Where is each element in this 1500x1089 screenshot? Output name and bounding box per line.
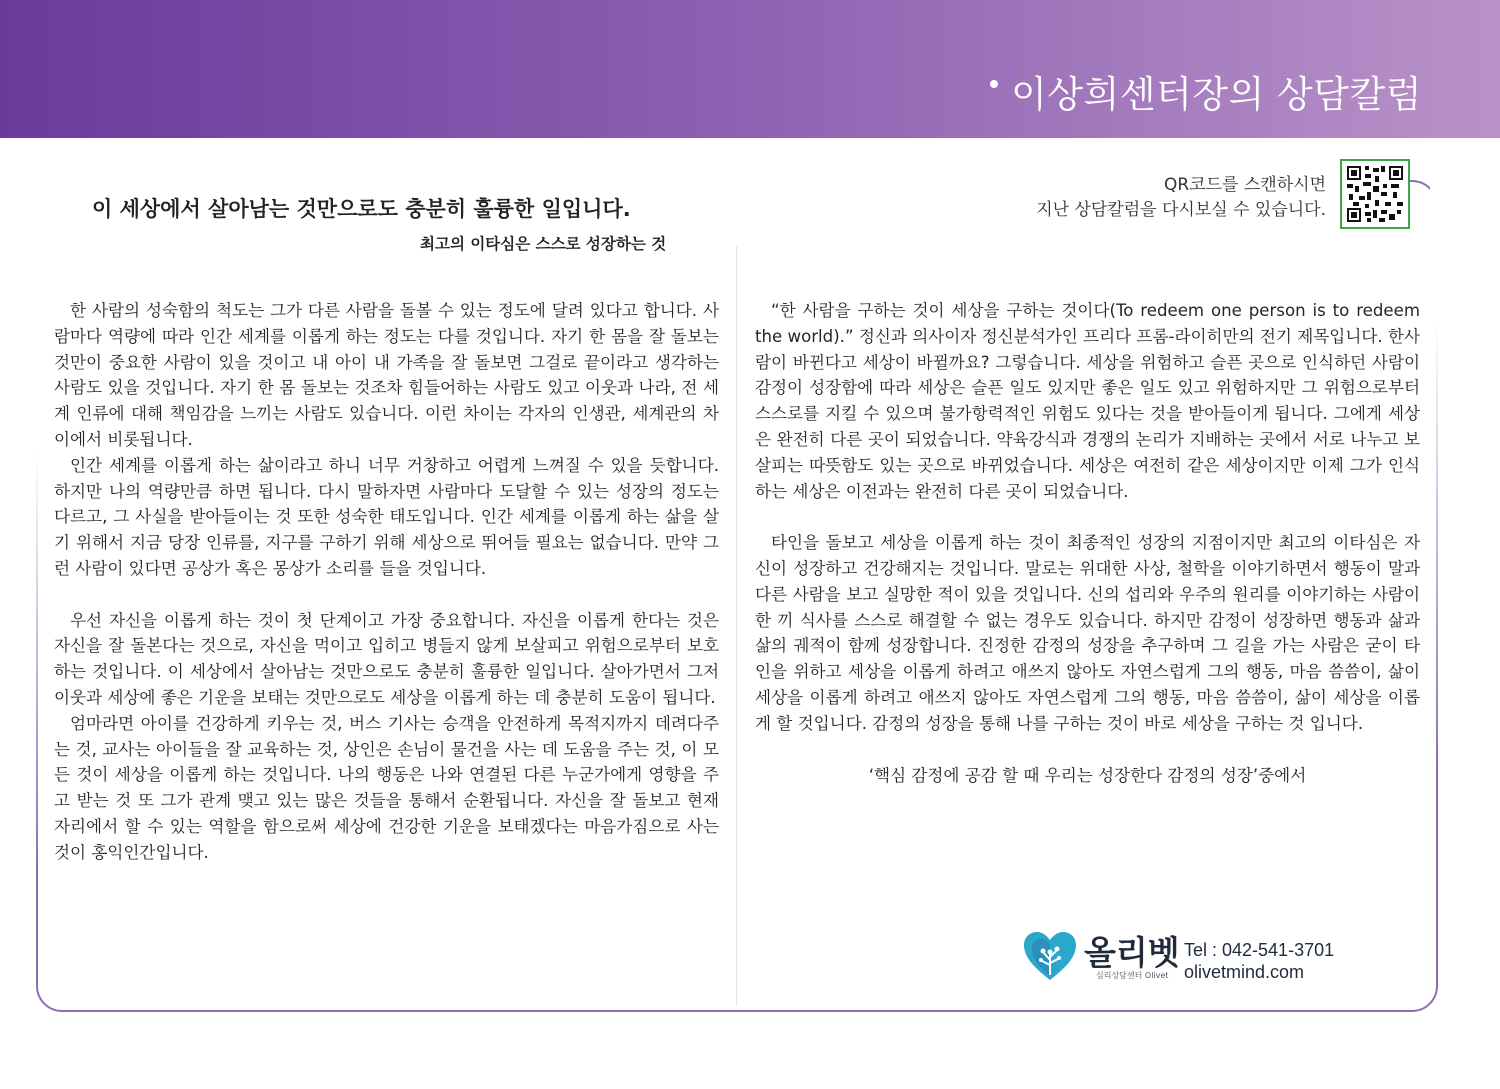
article-headline: 이 세상에서 살아남는 것만으로도 충분히 훌륭한 일입니다.	[92, 197, 631, 221]
banner-title: 이상희센터장의 상담칼럼	[1011, 73, 1422, 116]
contact-tel: Tel : 042-541-3701	[1184, 940, 1335, 960]
frame-mask-left	[30, 170, 42, 870]
qr-caption-line1: QR코드를 스캔하시면	[1164, 175, 1326, 195]
heart-tree-icon	[1022, 930, 1078, 982]
paragraph: 우선 자신을 이롭게 하는 것이 첫 단계이고 가장 중요합니다. 자신을 이롭게 한다는 것은 자신을 잘 돌본다는 것으로, 자신을 먹이고 입히고 병들지 않게 보살피고 위험으로부터 보호하는 것입니다. 이 세상에서 살아남는 것만으로도 충분히 훌륭한 일입니다. 살아가면서 그저 이웃과 세상에 좋은 기운을 보태는 것만으로도 세상을 이롭게 하는 데 충분히 도움이 됩니다.	[54, 610, 719, 707]
qr-caption	[1036, 173, 1326, 223]
article-subheadline: 최고의 이타심은 스스로 성장하는 것	[420, 235, 667, 253]
banner-dot-icon	[990, 80, 998, 88]
contact-website[interactable]: olivetmind.com	[1184, 962, 1305, 982]
qr-code-icon[interactable]	[1340, 159, 1410, 229]
paragraph: 엄마라면 아이를 건강하게 키우는 것, 버스 기사는 승객을 안전하게 목적지까지 데려다주는 것, 교사는 아이들을 잘 교육하는 것, 상인은 손님이 물건을 사는 데 도움을 주는 것, 이 모든 것이 세상을 이롭게 하는 것입니다. 나의 행동은 나와 연결된 다른 누군가에게 영향을 주고 받는 것 또 그가 관계 맺고 있는 많은 것들을 통해서 순환됩니다. 자신을 잘 돌보고 현재 자리에서 할 수 있는 역할을 함으로써 세상에 건강한 기운을 보태겠다는 마음가짐으로 사는 것이 홍익인간입니다.	[54, 713, 719, 862]
column-divider	[736, 246, 737, 1006]
logo-name: 올리벳	[1084, 933, 1180, 972]
header-banner	[0, 0, 1500, 138]
source-quote: ‘핵심 감정에 공감 할 때 우리는 성장한다 감정의 성장’중에서	[868, 765, 1307, 785]
qr-code-graphic	[1347, 166, 1403, 222]
contact-info	[1184, 939, 1334, 983]
article-right-column	[755, 298, 1420, 788]
paragraph: 타인을 돌보고 세상을 이롭게 하는 것이 최종적인 성장의 지점이지만 최고의 이타심은 자신이 성장하고 건강해지는 것입니다. 말로는 위대한 사상, 철학을 이야기하면서 행동이 말과 다른 사람을 보고 실망한 적이 있을 것입니다. 신의 섭리와 우주의 원리를 이야기하는 사람이 한 끼 식사를 스스로 해결할 수 없는 경우도 있습니다. 하지만 감정이 성장하면 행동과 삶과 삶의 궤적이 함께 성장합니다. 진정한 감정의 성장을 추구하며 그 길을 가는 사람은 굳이 타인을 위하고 세상을 이롭게 하려고 애쓰지 않아도 자연스럽게 그의 행동, 마음 씀씀이, 삶이 세상을 이롭게 하려고 애쓰지 않아도 자연스럽게 그의 행동, 마음 씀씀이, 삶이 세상을 이롭게 할 것입니다. 감정의 성장을 통해 나를 구하는 것이 바로 세상을 구하는 것 입니다.	[755, 533, 1420, 733]
paragraph: 한 사람의 성숙함의 척도는 그가 다른 사람을 돌볼 수 있는 정도에 달려 있다고 합니다. 사람마다 역량에 따라 인간 세계를 이롭게 하는 정도는 다를 것입니다. 자기 한 몸을 잘 돌보는 것만이 중요한 사람이 있을 것이고 내 아이 내 가족을 잘 돌보면 그걸로 끝이라고 생각하는 사람도 있을 것입니다. 자기 한 몸 돌보는 것조차 힘들어하는 사람도 있고 이웃과 나라, 전 세계 인류에 대해 책임감을 느끼는 사람도 있습니다. 이런 차이는 각자의 인생관, 세계관의 차이에서 비롯됩니다.	[54, 301, 719, 449]
qr-caption-line2: 지난 상담칼럼을 다시보실 수 있습니다.	[1036, 200, 1326, 220]
article-left-column	[54, 298, 719, 866]
paragraph: 인간 세계를 이롭게 하는 삶이라고 하니 너무 거창하고 어렵게 느껴질 수 있을 듯합니다. 하지만 나의 역량만큼 하면 됩니다. 다시 말하자면 사람마다 도달할 수 있는 성장의 정도는 다르고, 그 사실을 받아들이는 것 또한 성숙한 태도입니다. 인간 세계를 이롭게 하는 삶을 살기 위해서 지금 당장 인류를, 지구를 구하기 위해 세상으로 뛰어들 필요는 없습니다. 만약 그런 사람이 있다면 공상가 혹은 몽상가 소리를 들을 것입니다.	[54, 455, 719, 578]
paragraph: “한 사람을 구하는 것이 세상을 구하는 것이다(To redeem one person is to redeem the world).” 정신과 의사이자 정신분석가인 프리다 프롬-라이히만의 전기 제목입니다. 한사람이 바뀐다고 세상이 바뀔까요? 그렇습니다. 세상을 위험하고 슬픈 곳으로 인식하던 사람이 감정이 성장함에 따라 세상은 슬픈 일도 있지만 좋은 일도 있고 위험하지만 그 위험으로부터 스스로를 지킬 수 있으며 불가항력적인 위험도 있다는 것을 받아들이게 됩니다. 그에게 세상은 완전히 다른 곳이 되었습니다. 약육강식과 경쟁의 논리가 지배하는 곳에서 서로 나누고 보살피는 따뜻함도 있는 곳으로 바뀌었습니다. 세상은 여전히 같은 세상이지만 이제 그가 인식하는 세상은 이전과는 완전히 다른 곳이 되었습니다.	[755, 301, 1420, 501]
frame-mask-right	[1430, 170, 1444, 770]
logo-subtitle: 심리상담센터 Olivet	[1096, 971, 1169, 980]
